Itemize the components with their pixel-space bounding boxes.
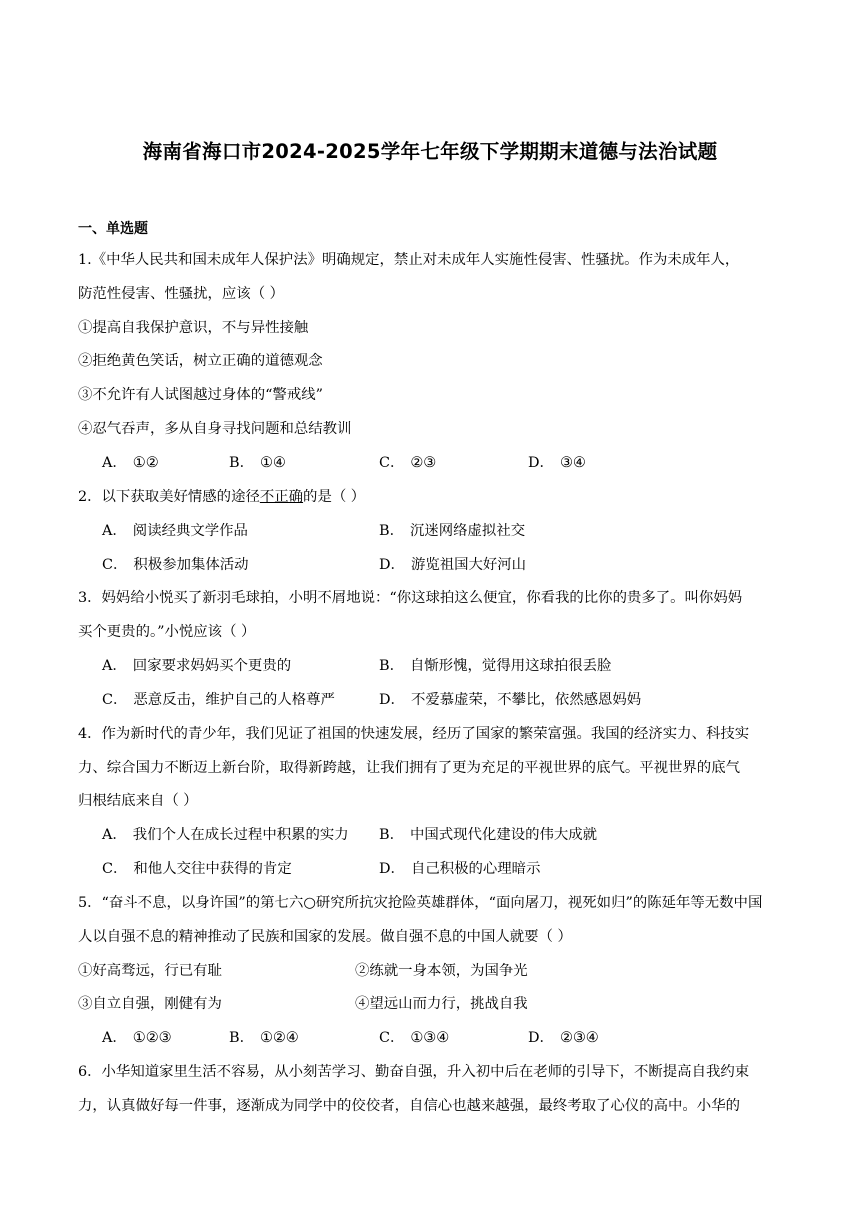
option-letter: B． xyxy=(229,1030,254,1046)
q5-item-3: ③自立自强，刚健有为 xyxy=(78,996,222,1012)
option-letter: A． xyxy=(102,1030,127,1046)
q2-stem-pre: 2．以下获取美好情感的途径 xyxy=(78,489,260,505)
option-letter: B． xyxy=(379,523,404,539)
q5-item-1: ①好高骛远，行已有耻 xyxy=(78,963,222,979)
option-text: 沉迷网络虚拟社交 xyxy=(409,523,526,539)
option-letter: A． xyxy=(102,827,127,843)
option-text: 自惭形愧，觉得用这球拍很丢脸 xyxy=(409,658,612,674)
option-letter: C． xyxy=(102,861,128,877)
q4-stem-line1: 4．作为新时代的青少年，我们见证了祖国的快速发展，经历了国家的繁荣富强。我国的经济实力、科技实 xyxy=(78,726,750,742)
q5-stem-line2: 人以自强不息的精神推动了民族和国家的发展。做自强不息的中国人就要（ ） xyxy=(78,929,572,945)
q1-option-a[interactable] xyxy=(102,451,159,472)
option-text: 不爱慕虚荣，不攀比，依然感恩妈妈 xyxy=(410,692,642,708)
option-text: ①②④ xyxy=(259,1030,299,1046)
q2-option-c[interactable] xyxy=(102,553,249,574)
q2-stem-post: 的是（ ） xyxy=(303,489,366,505)
option-letter: C． xyxy=(379,455,405,471)
q5-option-c[interactable] xyxy=(379,1026,449,1047)
q1-stem-line1: 1.《中华人民共和国未成年人保护法》明确规定，禁止对未成年人实施性侵害、性骚扰。作为未成年人， xyxy=(78,252,740,268)
option-letter: A． xyxy=(102,455,127,471)
q2-option-a[interactable] xyxy=(102,519,248,540)
option-text: ②③④ xyxy=(559,1030,599,1046)
q2-stem xyxy=(78,485,365,506)
option-text: 阅读经典文学作品 xyxy=(132,523,248,539)
q3-stem-line2: 买个更贵的。”小悦应该（ ） xyxy=(78,624,256,640)
q5-option-b[interactable] xyxy=(229,1026,299,1047)
q1-option-b[interactable] xyxy=(229,451,286,472)
q5-stem-line1: 5．“奋斗不息，以身许国”的第七六○研究所抗灾抢险英雄群体，“面向屠刀，视死如归”的陈延年等无数中国 xyxy=(78,895,763,911)
option-letter: D． xyxy=(528,1030,554,1046)
q1-item-1: ①提高自我保护意识，不与异性接触 xyxy=(78,320,309,336)
option-text: 积极参加集体活动 xyxy=(133,557,249,573)
q1-stem-line2: 防范性侵害、性骚扰，应该（ ） xyxy=(78,286,285,302)
option-text: ②③ xyxy=(410,455,437,471)
option-text: ①③④ xyxy=(410,1030,450,1046)
option-letter: D． xyxy=(528,455,554,471)
option-letter: C． xyxy=(102,692,128,708)
q5-item-4: ④望远山而力行，挑战自我 xyxy=(355,996,528,1012)
option-letter: A． xyxy=(102,658,127,674)
option-text: 恶意反击，维护自己的人格尊严 xyxy=(133,692,335,708)
q3-stem-line1: 3．妈妈给小悦买了新羽毛球拍，小明不屑地说：“你这球拍这么便宜，你看我的比你的贵多了。叫你妈妈 xyxy=(78,590,743,606)
option-text: 我们个人在成长过程中积累的实力 xyxy=(132,827,349,843)
option-text: 和他人交往中获得的肯定 xyxy=(133,861,292,877)
q5-item-2: ②练就一身本领，为国争光 xyxy=(355,963,528,979)
option-text: 回家要求妈妈买个更贵的 xyxy=(132,658,292,674)
option-letter: B． xyxy=(229,455,254,471)
q2-option-b[interactable] xyxy=(379,519,525,540)
q4-option-c[interactable] xyxy=(102,857,292,878)
q1-option-c[interactable] xyxy=(379,451,436,472)
q3-option-a[interactable] xyxy=(102,654,291,675)
option-letter: B． xyxy=(379,827,404,843)
section-heading: 一、单选题 xyxy=(78,221,148,237)
q3-option-d[interactable] xyxy=(379,688,641,709)
option-text: 自己积极的心理暗示 xyxy=(410,861,541,877)
q2-option-d[interactable] xyxy=(379,553,526,574)
q4-stem-line3: 归根结底来自（ ） xyxy=(78,793,198,809)
option-letter: D． xyxy=(379,861,405,877)
option-letter: B． xyxy=(379,658,404,674)
option-text: ③④ xyxy=(559,455,586,471)
q3-option-b[interactable] xyxy=(379,654,611,675)
option-letter: C． xyxy=(102,557,128,573)
q1-item-3: ③不允许有人试图越过身体的“警戒线” xyxy=(78,387,323,403)
option-letter: A． xyxy=(102,523,127,539)
q4-option-d[interactable] xyxy=(379,857,540,878)
q4-option-b[interactable] xyxy=(379,823,597,844)
q6-stem-line1: 6．小华知道家里生活不容易，从小刻苦学习、勤奋自强，升入初中后在老师的引导下，不断提高自我约束 xyxy=(78,1064,750,1080)
q5-option-d[interactable] xyxy=(528,1026,599,1047)
q1-option-d[interactable] xyxy=(528,451,586,472)
option-letter: D． xyxy=(379,557,405,573)
option-text: ①② xyxy=(132,455,159,471)
q4-stem-line2: 力、综合国力不断迈上新台阶，取得新跨越，让我们拥有了更为充足的平视世界的底气。平视世界的底气 xyxy=(78,760,740,776)
q5-option-a[interactable] xyxy=(102,1026,172,1047)
q6-stem-line2: 力，认真做好每一件事，逐渐成为同学中的佼佼者，自信心也越来越强，最终考取了心仪的高中。小华的 xyxy=(78,1098,740,1114)
q4-option-a[interactable] xyxy=(102,823,349,844)
option-text: 中国式现代化建设的伟大成就 xyxy=(409,827,598,843)
q3-option-c[interactable] xyxy=(102,688,335,709)
option-letter: D． xyxy=(379,692,405,708)
option-letter: C． xyxy=(379,1030,405,1046)
q2-stem-underline: 不正确 xyxy=(259,489,304,505)
option-text: ①④ xyxy=(259,455,286,471)
option-text: 游览祖国大好河山 xyxy=(410,557,527,573)
option-text: ①②③ xyxy=(132,1030,172,1046)
q1-item-4: ④忍气吞声，多从自身寻找问题和总结教训 xyxy=(78,421,352,437)
q1-item-2: ②拒绝黄色笑话，树立正确的道德观念 xyxy=(78,353,323,369)
page-title: 海南省海口市2024-2025学年七年级下学期期末道德与法治试题 xyxy=(142,140,718,163)
